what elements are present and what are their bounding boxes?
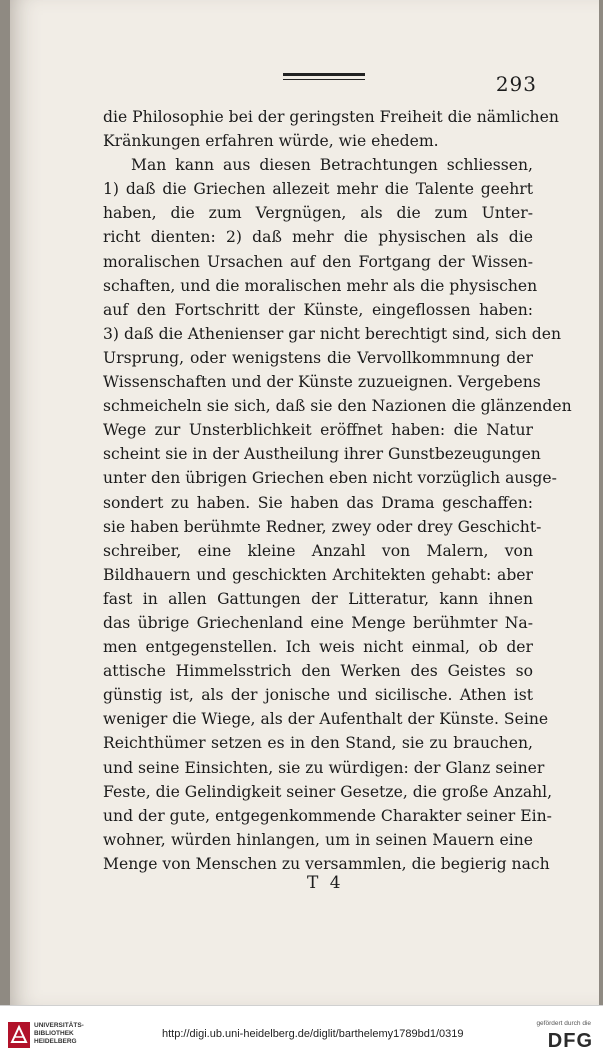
- text-line: Ursprung, oder wenigstens die Vervollkommnung der: [103, 348, 533, 367]
- text-line: auf den Fortschritt der Künste, eingeflossen haben:: [103, 300, 533, 319]
- text-line: und der gute, entgegenkommende Charakter seiner Ein-: [103, 806, 552, 825]
- text-line: Wege zur Unsterblichkeit eröffnet haben: die Natur: [103, 421, 533, 440]
- text-line: men entgegenstellen. Ich weis nicht einmal, ob der: [103, 638, 533, 657]
- permalink-url[interactable]: http://digi.ub.uni-heidelberg.de/diglit/barthelemy1789bd1/0319: [162, 1028, 464, 1040]
- text-line: fast in allen Gattungen der Litteratur, kann ihnen: [103, 589, 533, 608]
- text-line: Man kann aus diesen Betrachtungen schliessen,: [131, 156, 533, 175]
- text-line: Feste, die Gelindigkeit seiner Gesetze, die große Anzahl,: [103, 782, 553, 801]
- text-line: schaften, und die moralischen mehr als die physischen: [103, 276, 538, 295]
- text-line: das übrige Griechenland eine Menge berühmter Na-: [103, 613, 533, 632]
- text-line: attische Himmelsstrich den Werken des Geistes so: [103, 662, 533, 681]
- text-line: die Philosophie bei der geringsten Freiheit die nämlichen: [103, 108, 559, 126]
- text-line: und seine Einsichten, sie zu würdigen: der Glanz seiner: [103, 758, 545, 777]
- text-line: Menge von Menschen zu versammlen, die begierig nach: [103, 854, 550, 873]
- page-text: [103, 105, 572, 876]
- text-line: sie haben berühmte Redner, zwey oder drey Geschicht-: [103, 517, 542, 536]
- text-line: sondert zu haben. Sie haben das Drama geschaffen:: [103, 493, 533, 512]
- signature-mark: T 4: [307, 873, 344, 893]
- text-line: Kränkungen erfahren würde, wie ehedem.: [103, 132, 439, 151]
- text-line: Reichthümer setzen es in den Stand, sie zu brauchen,: [103, 734, 533, 753]
- text-line: wohner, würden hinlangen, um in seinen Mauern eine: [103, 830, 533, 849]
- viewer-footer: [0, 1005, 603, 1058]
- text-line: günstig ist, als der jonische und sicilische. Athen ist: [103, 686, 533, 705]
- dfg-logo: DFG: [547, 1030, 593, 1052]
- text-line: unter den übrigen Griechen eben nicht vorzüglich ausge-: [103, 469, 557, 488]
- text-line: moralischen Ursachen auf den Fortgang der Wissen-: [103, 252, 533, 271]
- library-logo-icon: [8, 1022, 30, 1048]
- page-number: 293: [495, 72, 537, 96]
- funded-by-label: gefördert durch die: [536, 1020, 591, 1027]
- text-line: haben, die zum Vergnügen, als die zum Unter-: [103, 204, 533, 223]
- header-double-rule: [283, 73, 365, 80]
- library-name: UNIVERSITÄTS- BIBLIOTHEK HEIDELBERG: [34, 1022, 84, 1045]
- text-line: Bildhauern und geschickten Architekten gehabt: aber: [103, 565, 533, 584]
- text-line: weniger die Wiege, als der Aufenthalt der Künste. Seine: [103, 710, 549, 729]
- text-line: richt dienten: 2) daß mehr die physischen als die: [103, 228, 533, 247]
- book-page: [10, 0, 599, 1005]
- text-line: 3) daß die Athenienser gar nicht berechtigt sind, sich den: [103, 324, 561, 343]
- text-line: schreiber, eine kleine Anzahl von Malern, von: [103, 541, 533, 560]
- text-line: schmeicheln sie sich, daß sie den Nazionen die glänzenden: [103, 397, 572, 416]
- text-line: Wissenschaften und der Künste zuzueignen. Vergebens: [103, 373, 541, 392]
- text-line: 1) daß die Griechen allezeit mehr die Talente geehrt: [103, 180, 533, 199]
- text-line: scheint sie in der Austheilung ihrer Gunstbezeugungen: [103, 445, 541, 464]
